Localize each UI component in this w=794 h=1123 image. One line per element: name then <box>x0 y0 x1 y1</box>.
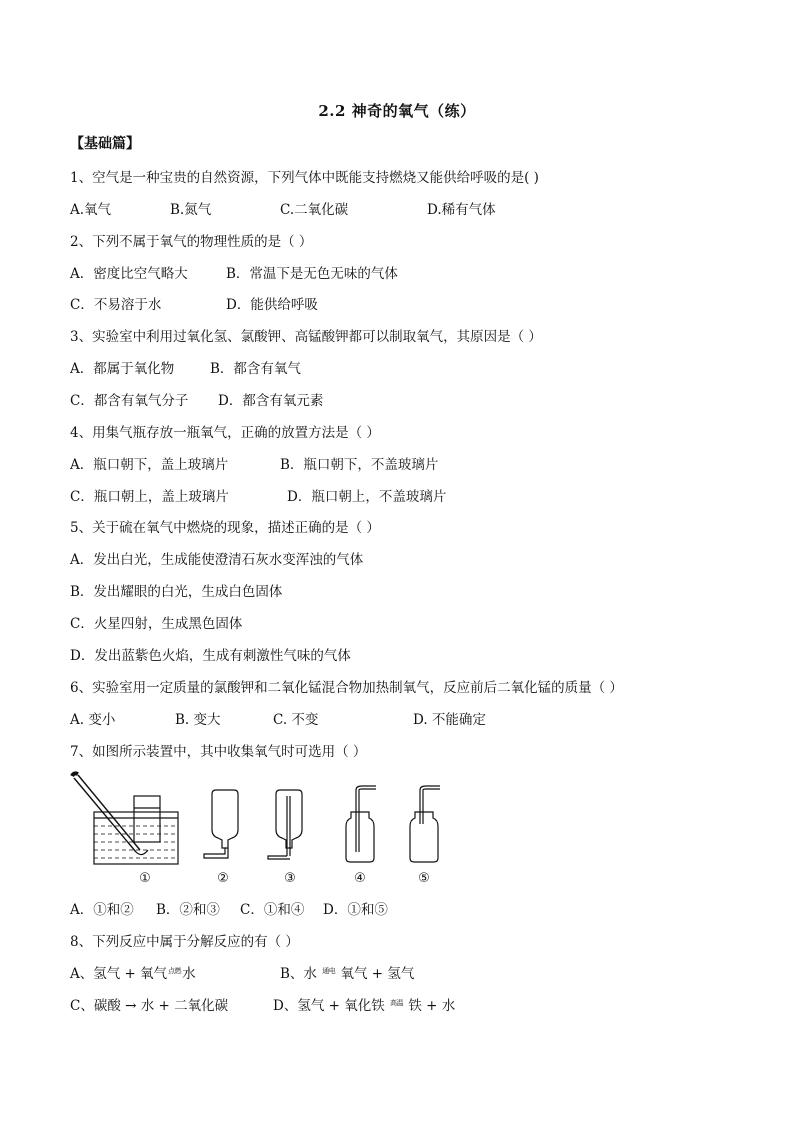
gas-collection-apparatus-figure <box>70 768 450 886</box>
q3-option-c: C．都含有氧气分子 <box>70 393 189 409</box>
q8-b-reactants: B、水 <box>280 966 317 982</box>
q7-option-d: D．①和⑤ <box>323 902 388 918</box>
question-2-stem: 2、下列不属于氧气的物理性质的是（ ） <box>70 234 313 250</box>
q2-option-b: B．常温下是无色无味的气体 <box>226 266 398 282</box>
q2-option-c: C．不易溶于水 <box>70 297 162 313</box>
q8-option-c: C、碳酸 → 水 + 二氧化碳 <box>70 998 229 1014</box>
q8-option-d <box>273 994 455 1014</box>
q6-option-b: B. 变大 <box>175 712 221 728</box>
q8-b-products: 氧气 + 氢气 <box>340 966 415 982</box>
q7-option-a: A．①和② <box>70 902 134 918</box>
q8-option-a <box>70 962 196 982</box>
q1-option-c: C.二氧化碳 <box>280 202 349 218</box>
question-5-stem: 5、关于硫在氧气中燃烧的现象，描述正确的是（ ） <box>70 520 380 536</box>
q6-option-c: C. 不变 <box>273 712 319 728</box>
q2-option-d: D．能供给呼吸 <box>226 297 318 313</box>
question-6-stem: 6、实验室用一定质量的氯酸钾和二氧化锰混合物加热制氧气，反应前后二氧化锰的质量（ ） <box>70 680 623 696</box>
apparatus-5-upward-air-short-tube <box>410 786 440 862</box>
q7-option-c: C．①和④ <box>240 902 305 918</box>
q5-option-c: C．火星四射，生成黑色固体 <box>70 616 243 632</box>
question-4-stem: 4、用集气瓶存放一瓶氧气，正确的放置方法是（ ） <box>70 425 380 441</box>
q3-option-d: D．都含有氧元素 <box>218 393 324 409</box>
q1-option-a: A.氧气 <box>70 202 112 218</box>
q4-option-a: A．瓶口朝下，盖上玻璃片 <box>70 457 229 473</box>
q5-option-b: B．发出耀眼的白光，生成白色固体 <box>70 584 283 600</box>
section-heading: 【基础篇】 <box>70 136 140 152</box>
q8-a-condition: 点燃 <box>168 967 182 975</box>
q4-option-d: D．瓶口朝上，不盖玻璃片 <box>287 489 447 505</box>
figure-label-4: ④ <box>354 871 366 886</box>
q8-d-condition: 高温 <box>390 999 404 1007</box>
q2-option-a: A．密度比空气略大 <box>70 266 188 282</box>
q3-option-a: A．都属于氧化物 <box>70 361 175 377</box>
q8-a-products: 水 <box>182 966 196 982</box>
q3-option-b: B．都含有氧气 <box>210 361 301 377</box>
question-7-stem: 7、如图所示装置中，其中收集氧气时可选用（ ） <box>70 744 367 760</box>
figure-label-5: ⑤ <box>418 871 430 886</box>
q8-d-reactants: D、氢气 + 氧化铁 <box>273 998 385 1014</box>
apparatus-1-water-displacement <box>72 773 178 864</box>
q5-option-d: D．发出蓝紫色火焰，生成有刺激性气味的气体 <box>70 648 351 664</box>
q7-option-b: B．②和③ <box>156 902 220 918</box>
q6-option-a: A. 变小 <box>70 712 116 728</box>
q4-option-b: B．瓶口朝下，不盖玻璃片 <box>280 457 439 473</box>
page-title: 2.2 神奇的氧气（练） <box>318 102 476 120</box>
q8-d-products: 铁 + 水 <box>408 998 456 1014</box>
question-8-stem: 8、下列反应中属于分解反应的有（ ） <box>70 934 299 950</box>
q1-option-b: B.氮气 <box>170 202 212 218</box>
q1-option-d: D.稀有气体 <box>427 202 496 218</box>
q8-b-condition: 通电 <box>322 967 336 975</box>
q5-option-a: A．发出白光，生成能使澄清石灰水变浑浊的气体 <box>70 552 364 568</box>
q4-option-c: C．瓶口朝上，盖上玻璃片 <box>70 489 229 505</box>
q6-option-d: D. 不能确定 <box>413 712 486 728</box>
apparatus-4-upward-air <box>346 786 376 862</box>
figure-label-3: ③ <box>284 871 296 886</box>
question-3-stem: 3、实验室中利用过氧化氢、氯酸钾、高锰酸钾都可以制取氧气，其原因是（ ） <box>70 329 542 345</box>
question-1-stem: 1、空气是一种宝贵的自然资源，下列气体中既能支持燃烧又能供给呼吸的是( ) <box>70 170 539 186</box>
q8-option-b <box>280 962 414 982</box>
figure-label-1: ① <box>139 871 151 886</box>
apparatus-3-downward-air-long-tube <box>268 790 302 859</box>
apparatus-2-downward-air <box>204 790 238 858</box>
q8-a-reactants: A、氢气 + 氧气 <box>70 966 168 982</box>
figure-label-2: ② <box>217 871 229 886</box>
